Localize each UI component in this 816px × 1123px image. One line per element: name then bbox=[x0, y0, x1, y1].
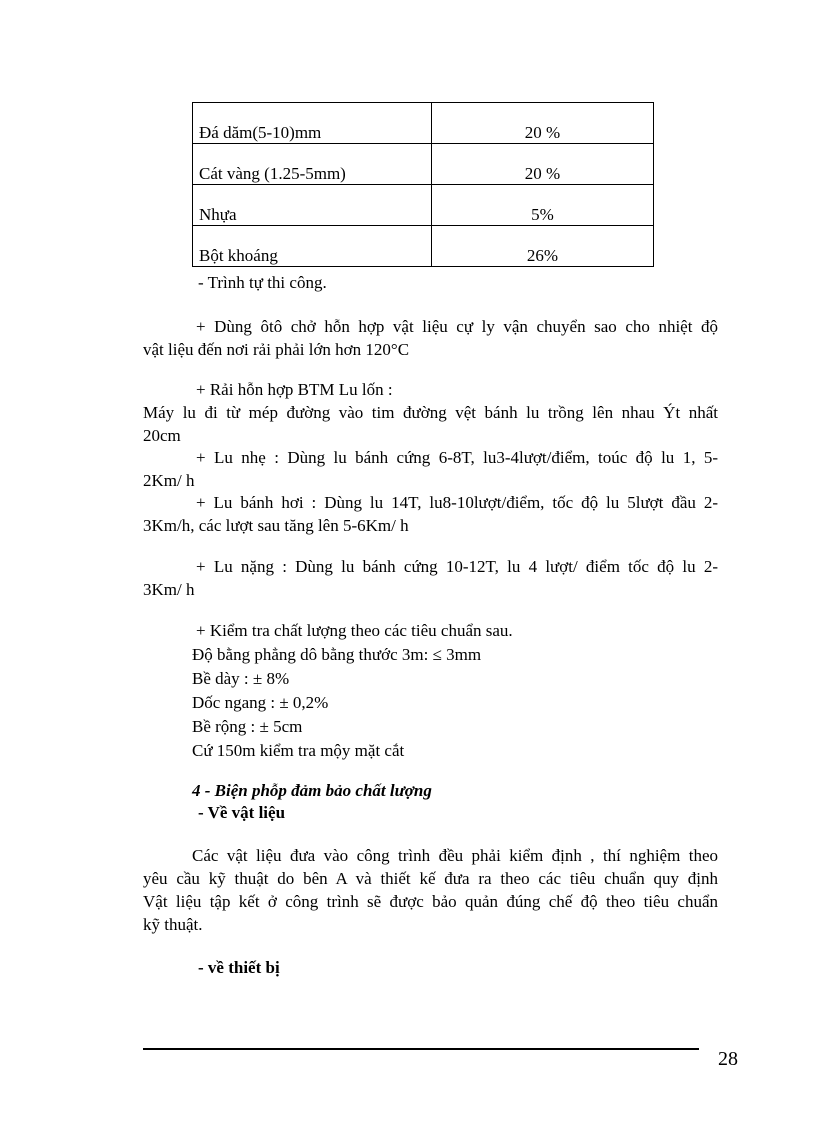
paragraph-light-roll-line1: + Lu nhẹ : Dùng lu bánh cứng 6-8T, lu3-4lượt/điểm, toúc độ lu 1, 5- bbox=[196, 448, 718, 467]
mix-proportion-table bbox=[192, 102, 654, 267]
material-cell: Nhựa bbox=[193, 185, 432, 226]
criterion-interval: Cứ 150m kiểm tra mộy mặt cắt bbox=[192, 741, 405, 760]
percent-cell: 20 % bbox=[432, 144, 654, 185]
percent-cell: 5% bbox=[432, 185, 654, 226]
paragraph-transport-line1: + Dùng ôtô chở hỗn hợp vật liệu cự ly vận chuyển sao cho nhiệt độ bbox=[196, 317, 718, 336]
material-cell: Đá dăm(5-10)mm bbox=[193, 103, 432, 144]
percent-cell: 26% bbox=[432, 226, 654, 267]
material-cell: Bột khoáng bbox=[193, 226, 432, 267]
material-cell: Cát vàng (1.25-5mm) bbox=[193, 144, 432, 185]
materials-paragraph-line1: Các vật liệu đưa vào công trình đều phải kiểm định , thí nghiệm theo bbox=[192, 846, 718, 865]
table-row bbox=[193, 185, 654, 226]
footer-rule bbox=[143, 1048, 699, 1050]
paragraph-spread: + Rải hỗn hợp BTM Lu lốn : bbox=[196, 380, 393, 399]
materials-paragraph-line3: Vật liệu tập kết ở công trình sẽ được bảo quản đúng chế độ theo tiêu chuẩn bbox=[143, 892, 718, 911]
subheading-equipment: - về thiết bị bbox=[198, 958, 280, 977]
subheading-materials: - Về vật liệu bbox=[198, 803, 286, 822]
sequence-label: - Trình tự thi công. bbox=[198, 273, 327, 292]
page-number: 28 bbox=[718, 1048, 738, 1070]
section-heading: 4 - Biện phỗp đảm bảo chất lượng bbox=[192, 781, 432, 800]
paragraph-quality-check: + Kiểm tra chất lượng theo các tiêu chuẩn sau. bbox=[196, 621, 513, 640]
paragraph-pneumatic-line2: 3Km/h, các lượt sau tăng lên 5-6Km/ h bbox=[143, 516, 409, 535]
criterion-width: Bề rộng : ± 5cm bbox=[192, 717, 303, 736]
paragraph-heavy-roll-line1: + Lu nặng : Dùng lu bánh cứng 10-12T, lu 4 lượt/ điểm tốc độ lu 2- bbox=[196, 557, 718, 576]
paragraph-transport-line2: vật liệu đến nơi rải phải lớn hơn 120°C bbox=[143, 340, 410, 359]
criterion-cross-slope: Dốc ngang : ± 0,2% bbox=[192, 693, 329, 712]
criterion-flatness: Độ bằng phẳng dô bằng thước 3m: ≤ 3mm bbox=[192, 645, 482, 664]
table-row bbox=[193, 144, 654, 185]
table-row bbox=[193, 226, 654, 267]
materials-paragraph-line4: kỹ thuật. bbox=[143, 915, 203, 934]
paragraph-light-roll-line2: 2Km/ h bbox=[143, 471, 195, 490]
percent-cell: 20 % bbox=[432, 103, 654, 144]
paragraph-pneumatic-line1: + Lu bánh hơi : Dùng lu 14T, lu8-10lượt/điểm, tốc độ lu 5lượt đầu 2- bbox=[196, 493, 718, 512]
table-row bbox=[193, 103, 654, 144]
paragraph-heavy-roll-line2: 3Km/ h bbox=[143, 580, 195, 599]
paragraph-roller-line1: Máy lu đi từ mép đường vào tim đường vệt bánh lu trồng lên nhau Ýt nhất bbox=[143, 403, 718, 422]
paragraph-roller-line2: 20cm bbox=[143, 426, 181, 445]
materials-paragraph-line2: yêu cầu kỹ thuật do bên A và thiết kế đưa ra theo các tiêu chuẩn quy định bbox=[143, 869, 718, 888]
criterion-thickness: Bề dày : ± 8% bbox=[192, 669, 290, 688]
